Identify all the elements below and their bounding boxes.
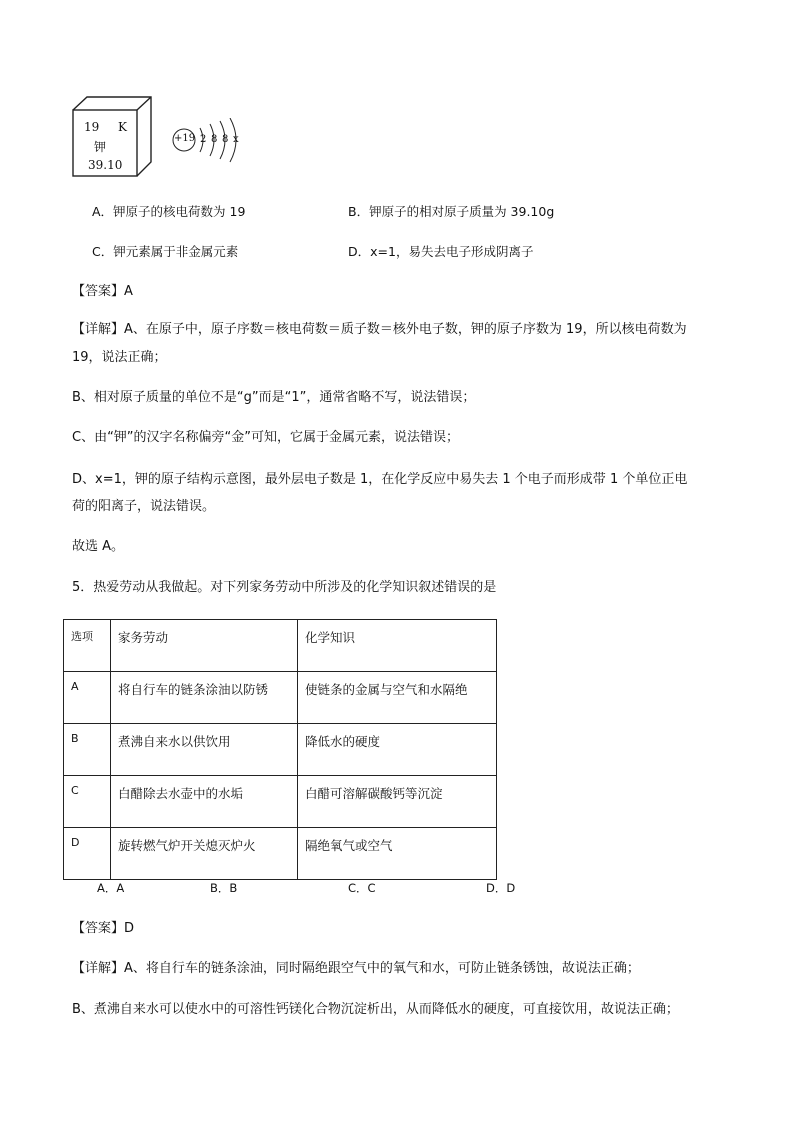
table-cell: 旋转燃气炉开关熄灭炉火 [111,828,298,880]
shell-3-count: 8 [222,134,229,145]
table-cell: A [64,672,111,724]
table-header-cell: 家务劳动 [111,620,298,672]
table-header-cell: 化学知识 [298,620,497,672]
shell-2-count: 8 [211,134,218,145]
q4-option-b: B．钾原子的相对原子质量为 39.10g [348,204,555,219]
table-cell: C [64,776,111,828]
q5-option-b: B．B [210,881,238,895]
table-row [64,828,497,880]
q5-table [63,619,497,880]
q5-option-d: D．D [486,881,516,895]
table-row [64,724,497,776]
q4-explain-line-2: 19，说法正确； [72,350,167,365]
shell-1-count: 2 [200,134,207,145]
q5-stem: 5．热爱劳动从我做起。对下列家务劳动中所涉及的化学知识叙述错误的是 [72,580,497,595]
q5-explain-line-1: 【详解】A、将自行车的链条涂油，同时隔绝跟空气中的氧气和水，可防止链条锈蚀，故说法正确； [72,961,640,976]
q4-option-c: C．钾元素属于非金属元素 [92,244,239,259]
table-cell: 降低水的硬度 [298,724,497,776]
q4-explain-line-7: 故选 A。 [72,539,125,554]
q4-explain-line-4: C、由“钾”的汉字名称偏旁“金”可知，它属于金属元素，说法错误； [72,430,460,445]
atomic-number: 19 [84,120,100,134]
q4-explain-line-1: 【详解】A、在原子中，原子序数＝核电荷数＝质子数＝核外电子数，钾的原子序数为 19，所以核电荷数为 [72,322,687,337]
q5-option-c: C．C [348,881,376,895]
table-row [64,672,497,724]
q5-answer: 【答案】D [72,921,135,936]
q5-option-a: A．A [97,881,125,895]
table-cell: 隔绝氧气或空气 [298,828,497,880]
table-cell: 白醋除去水壶中的水垢 [111,776,298,828]
q5-explain-line-2: B、煮沸自来水可以使水中的可溶性钙镁化合物沉淀析出，从而降低水的硬度，可直接饮用，故说法正确； [72,1002,679,1017]
q4-option-a: A．钾原子的核电荷数为 19 [92,204,246,219]
q4-explain-line-6: 荷的阳离子，说法错误。 [72,499,216,514]
table-cell: 使链条的金属与空气和水隔绝 [298,672,497,724]
table-header-row [64,620,497,672]
table-header-cell: 选项 [64,620,111,672]
q4-option-d: D．x=1，易失去电子形成阴离子 [348,244,534,259]
element-symbol: K [118,120,127,134]
element-card [72,96,152,176]
q4-explain-line-3: B、相对原子质量的单位不是“g”而是“1”，通常省略不写，说法错误； [72,390,476,405]
atom-structure-diagram [170,118,250,168]
table-cell: 煮沸自来水以供饮用 [111,724,298,776]
atomic-mass: 39.10 [88,158,123,172]
shell-4-count: x [233,134,239,145]
element-name: 钾 [94,140,107,154]
q4-explain-line-5: D、x=1，钾的原子结构示意图，最外层电子数是 1，在化学反应中易失去 1 个电子而形成带 1 个单位正电 [72,472,688,487]
table-cell: D [64,828,111,880]
table-cell: B [64,724,111,776]
q4-answer: 【答案】A [72,284,133,299]
nucleus-charge: +19 [174,133,196,144]
table-cell: 将自行车的链条涂油以防锈 [111,672,298,724]
table-row [64,776,497,828]
table-cell: 白醋可溶解碳酸钙等沉淀 [298,776,497,828]
